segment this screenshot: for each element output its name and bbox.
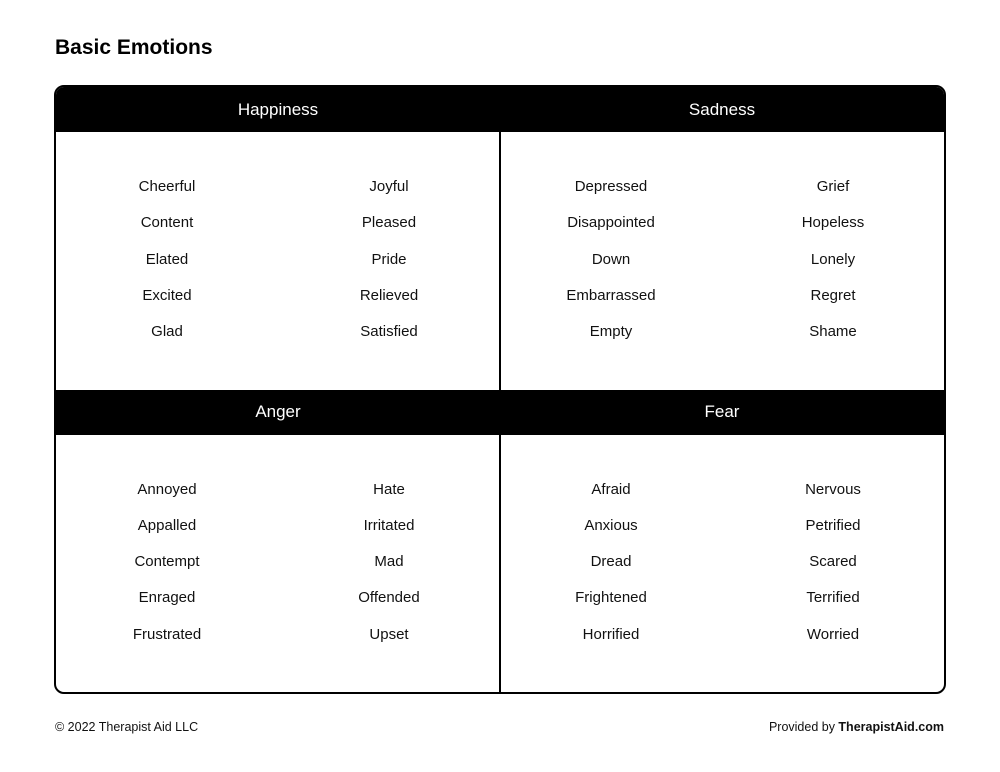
emotion-word: Relieved (359, 286, 419, 304)
emotion-word: Pride (371, 250, 407, 268)
panel-header: Sadness (500, 87, 944, 132)
provided-by (769, 720, 944, 734)
emotion-word: Irritated (363, 516, 415, 534)
panel-header: Anger (56, 390, 500, 435)
emotion-word: Appalled (137, 516, 197, 534)
word-column-right (722, 480, 944, 693)
emotions-grid (54, 85, 946, 694)
emotion-word: Upset (369, 625, 409, 643)
emotion-word: Empty (589, 323, 633, 341)
emotion-word: Excited (142, 286, 192, 304)
emotion-word: Hate (373, 480, 405, 498)
emotion-word: Afraid (591, 480, 631, 498)
panel-happiness (56, 87, 500, 390)
emotion-word: Shame (809, 323, 857, 341)
word-column-left (56, 177, 278, 390)
emotion-word: Disappointed (567, 214, 655, 232)
panel-body (500, 435, 944, 693)
emotion-word: Dread (590, 553, 632, 571)
emotion-word: Frightened (575, 589, 647, 607)
emotion-word: Grief (816, 178, 850, 195)
word-column-left (500, 177, 722, 390)
provided-by-label: Provided by (768, 720, 839, 734)
panel-body (500, 132, 944, 390)
emotion-word: Annoyed (137, 480, 197, 498)
emotion-word: Nervous (805, 480, 861, 498)
emotion-word: Scared (809, 553, 857, 571)
emotion-word: Hopeless (801, 214, 865, 232)
emotion-word: Embarrassed (566, 286, 656, 304)
panel-fear (500, 390, 944, 693)
emotion-word: Anxious (584, 516, 638, 534)
panel-body (56, 435, 500, 693)
page-title: Basic Emotions (55, 36, 213, 59)
emotion-word: Down (591, 250, 631, 268)
emotion-word: Offended (358, 589, 420, 607)
emotion-word: Enraged (138, 589, 196, 607)
word-column-left (56, 480, 278, 693)
brand-link[interactable]: TherapistAid.com (838, 720, 944, 734)
emotion-word: Lonely (810, 250, 856, 268)
emotion-word: Cheerful (138, 178, 196, 195)
emotion-word: Regret (810, 286, 856, 304)
panel-header: Fear (500, 390, 944, 435)
word-column-left (500, 480, 722, 693)
emotion-word: Contempt (134, 553, 200, 571)
emotion-word: Glad (151, 323, 183, 341)
emotion-word: Content (140, 214, 194, 232)
emotion-word: Depressed (574, 178, 648, 195)
emotion-word: Joyful (369, 178, 409, 195)
emotion-word: Mad (374, 553, 404, 571)
emotion-word: Satisfied (360, 323, 418, 341)
panel-header: Happiness (56, 87, 500, 132)
word-column-right (722, 177, 944, 390)
copyright-text: © 2022 Therapist Aid LLC (55, 720, 199, 734)
panel-sadness (500, 87, 944, 390)
word-column-right (278, 177, 500, 390)
panel-body (56, 132, 500, 390)
emotion-word: Petrified (805, 516, 861, 534)
emotion-word: Elated (145, 250, 189, 268)
word-column-right (278, 480, 500, 693)
emotion-word: Horrified (582, 625, 640, 643)
emotion-word: Frustrated (132, 625, 202, 643)
emotion-word: Pleased (361, 214, 417, 232)
panel-anger (56, 390, 500, 693)
emotion-word: Terrified (806, 589, 860, 607)
emotion-word: Worried (806, 625, 860, 643)
